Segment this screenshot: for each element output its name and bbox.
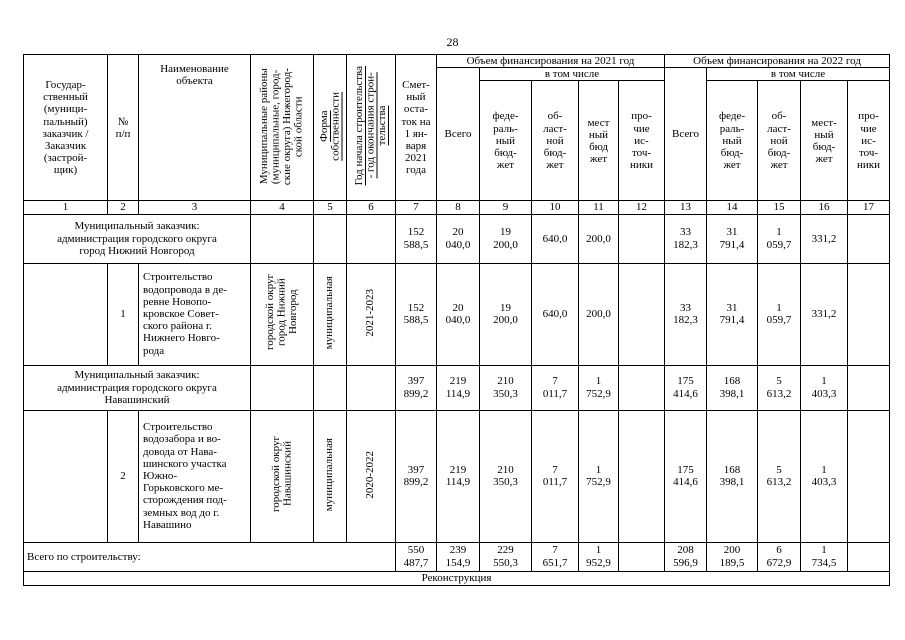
col-number: 8	[437, 201, 480, 214]
value-cell: 331,2	[801, 263, 848, 365]
total-label: Всего по строительству:	[24, 542, 396, 571]
group-customer-navashino: Муниципальный заказчик: администрация городского округа Навашинский	[24, 365, 251, 410]
value-cell: 33 182,3	[665, 214, 707, 263]
col-number: 15	[758, 201, 801, 214]
value-cell: 1 752,9	[579, 365, 619, 410]
col-number: 13	[665, 201, 707, 214]
total-cell: 1 734,5	[801, 542, 848, 571]
header-incl-2021: в том числе	[480, 68, 665, 81]
value-cell: 210 350,3	[480, 365, 532, 410]
page-number: 28	[446, 35, 459, 49]
total-cell: 200 189,5	[707, 542, 758, 571]
col-number: 9	[480, 201, 532, 214]
value-cell: 168 398,1	[707, 410, 758, 542]
header-regional-2022: об- ласт- ной бюд- жет	[758, 81, 801, 201]
value-cell: 7 011,7	[532, 365, 579, 410]
total-cell: 7 651,7	[532, 542, 579, 571]
value-cell	[619, 263, 665, 365]
col-number: 12	[619, 201, 665, 214]
value-cell: 20 040,0	[437, 263, 480, 365]
header-object-name: Наименование объекта	[139, 55, 251, 201]
object-district: городской округ город Нижний Новгород	[251, 263, 314, 365]
section-heading: Реконструкция	[24, 571, 890, 585]
value-cell	[619, 214, 665, 263]
header-federal-2022: феде- раль- ный бюд- жет	[707, 81, 758, 201]
object-district: городской округ Навашинский	[251, 410, 314, 542]
total-cell: 208 596,9	[665, 542, 707, 571]
header-local-2021: мест ный бюд жет	[579, 81, 619, 201]
group-customer-nn: Муниципальный заказчик: администрация городского округа город Нижний Новгород	[24, 214, 251, 263]
value-cell: 397 899,2	[396, 410, 437, 542]
value-cell	[848, 263, 890, 365]
value-cell: 175 414,6	[665, 410, 707, 542]
value-cell: 640,0	[532, 214, 579, 263]
value-cell: 20 040,0	[437, 214, 480, 263]
header-estimate: Смет- ный оста- ток на 1 ян- варя 2021 года	[396, 55, 437, 201]
value-cell	[848, 410, 890, 542]
header-num: № п/п	[108, 55, 139, 201]
header-total-2021: Всего	[437, 68, 480, 201]
value-cell: 200,0	[579, 214, 619, 263]
header-funding-2022: Объем финансирования на 2022 год	[665, 55, 890, 68]
value-cell: 219 114,9	[437, 365, 480, 410]
financing-table	[23, 54, 890, 586]
header-other-2021: про- чие ис- точ- ники	[619, 81, 665, 201]
value-cell	[848, 365, 890, 410]
header-ownership: Форма собственности	[314, 55, 347, 201]
value-cell: 219 114,9	[437, 410, 480, 542]
header-regional-2021: об- ласт- ной бюд- жет	[532, 81, 579, 201]
header-funding-2021: Объем финансирования на 2021 год	[437, 55, 665, 68]
value-cell: 31 791,4	[707, 263, 758, 365]
col-number: 11	[579, 201, 619, 214]
total-cell: 6 672,9	[758, 542, 801, 571]
col-number: 14	[707, 201, 758, 214]
value-cell: 19 200,0	[480, 214, 532, 263]
value-cell: 5 613,2	[758, 410, 801, 542]
value-cell: 152 588,5	[396, 263, 437, 365]
value-cell: 1 059,7	[758, 263, 801, 365]
total-cell: 239 154,9	[437, 542, 480, 571]
col-number: 10	[532, 201, 579, 214]
value-cell: 640,0	[532, 263, 579, 365]
value-cell: 1 403,3	[801, 365, 848, 410]
object-name: Строительство водопровода в де- ревне Новопо- кровское Совет- ского района г. Нижнего Новго- рода	[139, 263, 251, 365]
col-number: 6	[347, 201, 396, 214]
value-cell: 152 588,5	[396, 214, 437, 263]
value-cell: 19 200,0	[480, 263, 532, 365]
value-cell: 200,0	[579, 263, 619, 365]
value-cell: 7 011,7	[532, 410, 579, 542]
header-customer: Государ- ственный (муници- пальный) заказчик / Заказчик (застрой- щик)	[24, 55, 108, 201]
col-number: 16	[801, 201, 848, 214]
header-other-2022: про- чие ис- точ- ники	[848, 81, 890, 201]
object-ownership: муниципальная	[314, 263, 347, 365]
col-number: 5	[314, 201, 347, 214]
value-cell: 210 350,3	[480, 410, 532, 542]
col-number: 4	[251, 201, 314, 214]
object-ownership: муниципальная	[314, 410, 347, 542]
object-years: 2020-2022	[347, 410, 396, 542]
col-number: 7	[396, 201, 437, 214]
object-name: Строительство водозабора и во- довода от Нава- шинского участка Южно- Горьковского ме- сторождения под- земных вод до г. Навашино	[139, 410, 251, 542]
total-cell: 229 550,3	[480, 542, 532, 571]
value-cell: 1 752,9	[579, 410, 619, 542]
value-cell: 1 403,3	[801, 410, 848, 542]
object-number: 2	[108, 410, 139, 542]
value-cell: 331,2	[801, 214, 848, 263]
header-federal-2021: федe- раль- ный бюд- жет	[480, 81, 532, 201]
total-cell: 1 952,9	[579, 542, 619, 571]
col-number: 2	[108, 201, 139, 214]
value-cell: 5 613,2	[758, 365, 801, 410]
value-cell	[619, 410, 665, 542]
value-cell: 397 899,2	[396, 365, 437, 410]
value-cell: 168 398,1	[707, 365, 758, 410]
value-cell: 31 791,4	[707, 214, 758, 263]
value-cell: 1 059,7	[758, 214, 801, 263]
header-local-2022: мест- ный бюд- жет	[801, 81, 848, 201]
header-total-2022: Всего	[665, 68, 707, 201]
total-cell	[848, 542, 890, 571]
value-cell	[619, 365, 665, 410]
total-cell	[619, 542, 665, 571]
header-districts: Муниципальные районы (муниципальные, город- ские округа) Нижегород- ской области	[251, 55, 314, 201]
col-number: 17	[848, 201, 890, 214]
header-incl-2022: в том числе	[707, 68, 890, 81]
object-number: 1	[108, 263, 139, 365]
value-cell: 33 182,3	[665, 263, 707, 365]
object-years: 2021-2023	[347, 263, 396, 365]
value-cell: 175 414,6	[665, 365, 707, 410]
total-cell: 550 487,7	[396, 542, 437, 571]
value-cell	[848, 214, 890, 263]
col-number: 3	[139, 201, 251, 214]
header-years: Год начала строительства - год окончания строи- тельства	[347, 55, 396, 201]
col-number: 1	[24, 201, 108, 214]
